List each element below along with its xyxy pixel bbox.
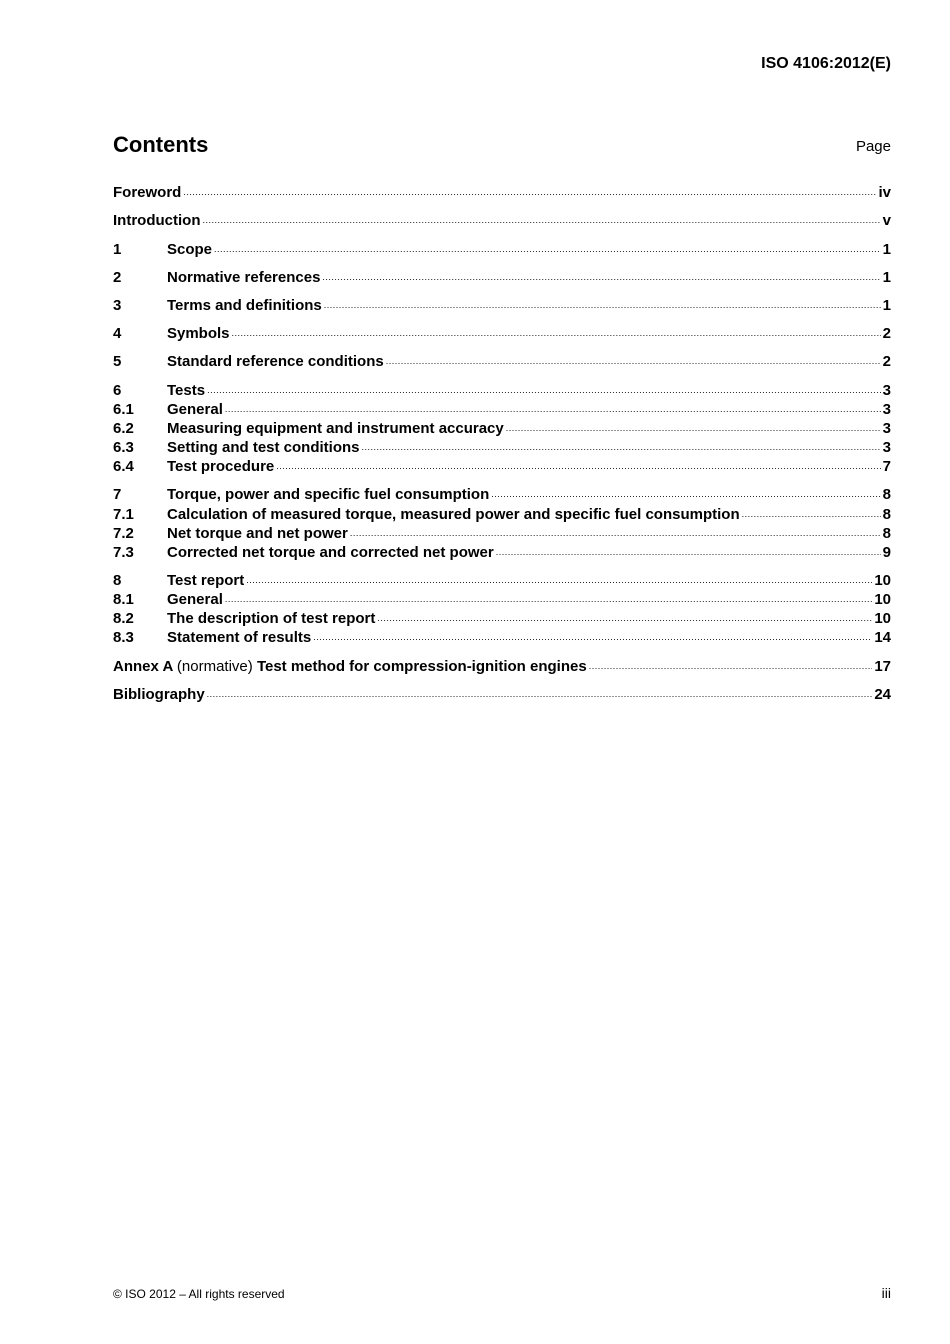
toc-entry-number: 7.1 <box>113 506 134 523</box>
toc-entry-title <box>113 657 589 676</box>
toc-entry-title: Terms and definitions <box>167 297 322 314</box>
toc-leader-dots <box>232 326 881 340</box>
toc-entry-page: 1 <box>882 241 891 258</box>
annex-type-note: (normative) <box>176 658 253 675</box>
toc-entry-page: 10 <box>874 610 891 627</box>
toc-entry-6-4[interactable] <box>113 457 891 476</box>
toc-entry-page: 14 <box>874 629 891 646</box>
toc-entry-page: 3 <box>882 382 891 399</box>
toc-entry-title: Statement of results <box>167 629 312 646</box>
toc-entry-8-1[interactable] <box>113 590 891 609</box>
toc-leader-dots <box>742 507 881 521</box>
toc-entry-page: 2 <box>882 325 891 342</box>
toc-entry-number: 6.3 <box>113 439 134 456</box>
toc-entry-number: 7.2 <box>113 525 134 542</box>
toc-leader-dots <box>506 421 881 435</box>
toc-entry-page: 17 <box>874 658 891 675</box>
toc-entry-number: 2 <box>113 269 122 286</box>
toc-entry-page: 1 <box>882 269 891 286</box>
toc-entry-4[interactable] <box>113 324 891 343</box>
document-id: ISO 4106:2012(E) <box>761 55 891 72</box>
toc-entry-number: 8.2 <box>113 610 134 627</box>
toc-entry-bibliography[interactable] <box>113 685 891 704</box>
toc-entry-title: General <box>167 401 223 418</box>
toc-entry-number: 6 <box>113 382 122 399</box>
toc-entry-page: 8 <box>882 525 891 542</box>
toc-entry-page: 3 <box>882 401 891 418</box>
toc-entry-page: 7 <box>882 458 891 475</box>
toc-leader-dots <box>362 440 881 454</box>
toc-entry-7-2[interactable] <box>113 524 891 543</box>
toc-entry-2[interactable] <box>113 268 891 287</box>
toc-entry-annex-a[interactable] <box>113 657 891 676</box>
toc-leader-dots <box>350 526 881 540</box>
toc-leader-dots <box>322 270 880 284</box>
toc-entry-page: 3 <box>882 420 891 437</box>
toc-entry-title: Test report <box>167 572 245 589</box>
toc-leader-dots <box>214 242 881 256</box>
toc-entry-title: Corrected net torque and corrected net power <box>167 544 494 561</box>
toc-entry-number: 1 <box>113 241 122 258</box>
toc-entry-title: Calculation of measured torque, measured power and specific fuel consumption <box>167 506 740 523</box>
toc-entry-page: 10 <box>874 591 891 608</box>
toc-leader-dots <box>386 354 881 368</box>
toc-leader-dots <box>491 487 880 501</box>
toc-entry-8-2[interactable] <box>113 609 891 628</box>
toc-entry-title: Normative references <box>167 269 321 286</box>
toc-leader-dots <box>225 592 872 606</box>
toc-entry-7-3[interactable] <box>113 543 891 562</box>
page-column-label: Page <box>855 138 891 155</box>
toc-leader-dots <box>207 383 881 397</box>
toc-entry-8-3[interactable] <box>113 628 891 647</box>
toc-entry-number: 5 <box>113 353 122 370</box>
annex-label: Annex A <box>113 658 173 675</box>
toc-entry-page: 3 <box>882 439 891 456</box>
toc-leader-dots <box>246 573 872 587</box>
toc-entry-7-1[interactable] <box>113 505 891 524</box>
toc-entry-title: The description of test report <box>167 610 376 627</box>
toc-entry-number: 6.4 <box>113 458 134 475</box>
toc-entry-page: 2 <box>882 353 891 370</box>
toc-leader-dots <box>202 213 880 227</box>
toc-entry-title: Introduction <box>113 212 201 229</box>
toc-entry-page: 1 <box>882 297 891 314</box>
toc-leader-dots <box>313 630 872 644</box>
toc-entry-6-1[interactable] <box>113 400 891 419</box>
toc-entry-page: 24 <box>874 686 891 703</box>
toc-entry-page: 8 <box>882 506 891 523</box>
toc-entry-title: Net torque and net power <box>167 525 348 542</box>
toc-entry-5[interactable] <box>113 352 891 371</box>
toc-entry-8[interactable] <box>113 571 891 590</box>
toc-entry-title: Measuring equipment and instrument accuracy <box>167 420 504 437</box>
toc-entry-number: 4 <box>113 325 122 342</box>
toc-entry-introduction[interactable] <box>113 211 891 230</box>
toc-entry-title: Test procedure <box>167 458 275 475</box>
toc-leader-dots <box>377 611 872 625</box>
toc-entry-number: 8.1 <box>113 591 134 608</box>
toc-entry-page: iv <box>878 184 891 201</box>
toc-entry-page: 8 <box>882 486 891 503</box>
toc-entry-number: 3 <box>113 297 122 314</box>
footer-copyright: © ISO 2012 – All rights reserved <box>113 1287 285 1301</box>
toc-entry-6[interactable] <box>113 381 891 400</box>
toc-entry-number: 6.2 <box>113 420 134 437</box>
footer-page-number: iii <box>881 1285 891 1301</box>
toc-leader-dots <box>207 687 873 701</box>
toc-entry-page: 9 <box>882 544 891 561</box>
toc-entry-number: 6.1 <box>113 401 134 418</box>
toc-leader-dots <box>183 185 876 199</box>
toc-entry-foreword[interactable] <box>113 183 891 202</box>
toc-entry-7[interactable] <box>113 485 891 504</box>
toc-leader-dots <box>276 459 880 473</box>
toc-entry-title: Foreword <box>113 184 182 201</box>
toc-entry-title: General <box>167 591 223 608</box>
toc-entry-number: 7 <box>113 486 122 503</box>
toc-leader-dots <box>589 659 873 673</box>
toc-entry-number: 8.3 <box>113 629 134 646</box>
toc-entry-title: Scope <box>167 241 213 258</box>
toc-entry-title: Setting and test conditions <box>167 439 360 456</box>
toc-entry-6-3[interactable] <box>113 438 891 457</box>
toc-entry-page: 10 <box>874 572 891 589</box>
toc-entry-number: 7.3 <box>113 544 134 561</box>
toc-entry-6-2[interactable] <box>113 419 891 438</box>
toc-entry-1[interactable] <box>113 240 891 259</box>
toc-entry-number: 8 <box>113 572 122 589</box>
toc-leader-dots <box>496 545 881 559</box>
toc-entry-title: Tests <box>167 382 206 399</box>
toc-entry-page: v <box>882 212 891 229</box>
toc-entry-title: Symbols <box>167 325 230 342</box>
toc-entry-3[interactable] <box>113 296 891 315</box>
toc-entry-title: Standard reference conditions <box>167 353 384 370</box>
contents-heading: Contents <box>113 132 209 157</box>
annex-title: Test method for compression-ignition engines <box>256 658 587 675</box>
toc-leader-dots <box>324 298 881 312</box>
toc-entry-title: Bibliography <box>113 686 205 703</box>
toc-entry-title: Torque, power and specific fuel consumption <box>167 486 490 503</box>
toc-leader-dots <box>225 402 881 416</box>
